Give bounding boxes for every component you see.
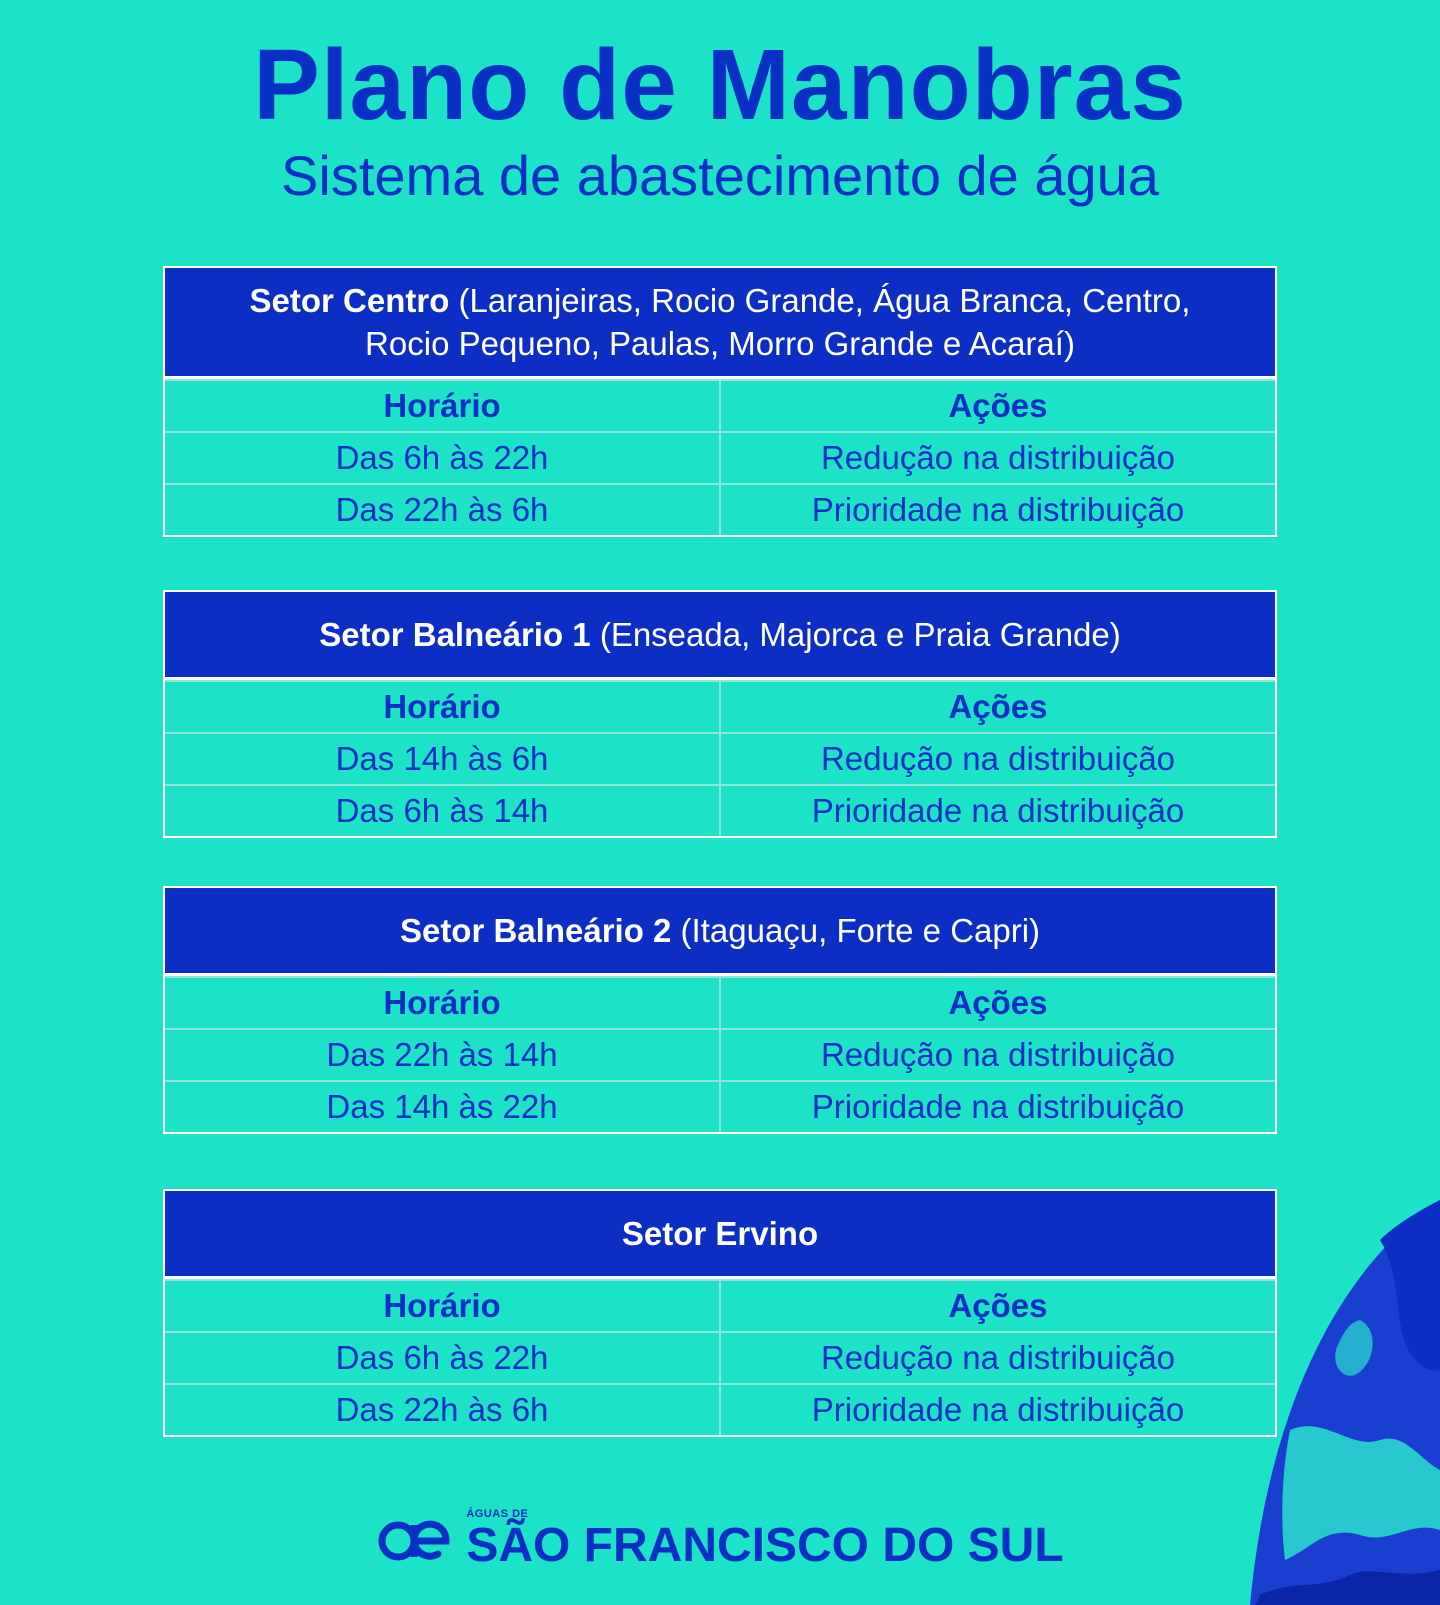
column-header-time: Horário	[383, 688, 501, 725]
table-row	[165, 431, 1275, 483]
table-header-row	[165, 379, 1275, 431]
sector-areas: (Enseada, Majorca e Praia Grande)	[590, 616, 1121, 653]
action-cell: Prioridade na distribuição	[719, 1082, 1275, 1132]
sector-table-ervino	[163, 1189, 1277, 1437]
sector-areas: (Laranjeiras, Rocio Grande, Água Branca, Centro, Rocio Pequeno, Paulas, Morro Grande e Acaraí)	[365, 282, 1191, 362]
page-subtitle: Sistema de abastecimento de água	[281, 144, 1159, 207]
table-row	[165, 1028, 1275, 1080]
time-cell: Das 22h às 6h	[335, 491, 549, 528]
time-cell: Das 6h às 14h	[335, 792, 549, 829]
page-title: Plano de Manobras	[253, 29, 1187, 141]
footer	[0, 1480, 1440, 1570]
table-header-row	[165, 680, 1275, 732]
sector-header	[165, 1191, 1275, 1279]
sector-name: Setor Balneário 2	[399, 912, 672, 949]
table-row	[165, 1383, 1275, 1435]
time-cell: Das 22h às 14h	[326, 1036, 558, 1073]
column-header-actions: Ações	[719, 978, 1275, 1028]
table-row	[165, 784, 1275, 836]
action-cell: Redução na distribuição	[719, 1030, 1275, 1080]
column-header-time: Horário	[383, 1287, 501, 1324]
time-cell: Das 6h às 22h	[335, 439, 549, 476]
ae-logo-icon	[376, 1514, 452, 1564]
sector-areas: (Itaguaçu, Forte e Capri)	[671, 912, 1041, 949]
action-cell: Redução na distribuição	[719, 1333, 1275, 1383]
column-header-time: Horário	[383, 984, 501, 1021]
sector-header	[165, 592, 1275, 680]
table-row	[165, 732, 1275, 784]
sector-name: Setor Ervino	[621, 1215, 819, 1252]
brand-logo-name: SÃO FRANCISCO DO SUL	[466, 1519, 1064, 1572]
sector-header	[165, 888, 1275, 976]
action-cell: Prioridade na distribuição	[719, 1385, 1275, 1435]
time-cell: Das 22h às 6h	[335, 1391, 549, 1428]
table-row	[165, 483, 1275, 535]
table-row	[165, 1331, 1275, 1383]
brand-logo-prefix: ÁGUAS DE	[466, 1508, 529, 1520]
brand-logo	[376, 1508, 1063, 1570]
sector-table-balneario-2	[163, 886, 1277, 1134]
sector-header	[165, 268, 1275, 379]
time-cell: Das 14h às 22h	[326, 1088, 558, 1125]
sector-table-centro	[163, 266, 1277, 537]
action-cell: Prioridade na distribuição	[719, 485, 1275, 535]
action-cell: Prioridade na distribuição	[719, 786, 1275, 836]
column-header-actions: Ações	[719, 381, 1275, 431]
action-cell: Redução na distribuição	[719, 734, 1275, 784]
sector-table-balneario-1	[163, 590, 1277, 838]
table-row	[165, 1080, 1275, 1132]
table-header-row	[165, 976, 1275, 1028]
sector-name: Setor Balneário 1	[319, 616, 591, 653]
column-header-actions: Ações	[719, 682, 1275, 732]
time-cell: Das 6h às 22h	[335, 1339, 549, 1376]
action-cell: Redução na distribuição	[719, 433, 1275, 483]
table-header-row	[165, 1279, 1275, 1331]
sector-name: Setor Centro	[249, 282, 450, 319]
column-header-actions: Ações	[719, 1281, 1275, 1331]
column-header-time: Horário	[383, 387, 501, 424]
time-cell: Das 14h às 6h	[335, 740, 549, 777]
